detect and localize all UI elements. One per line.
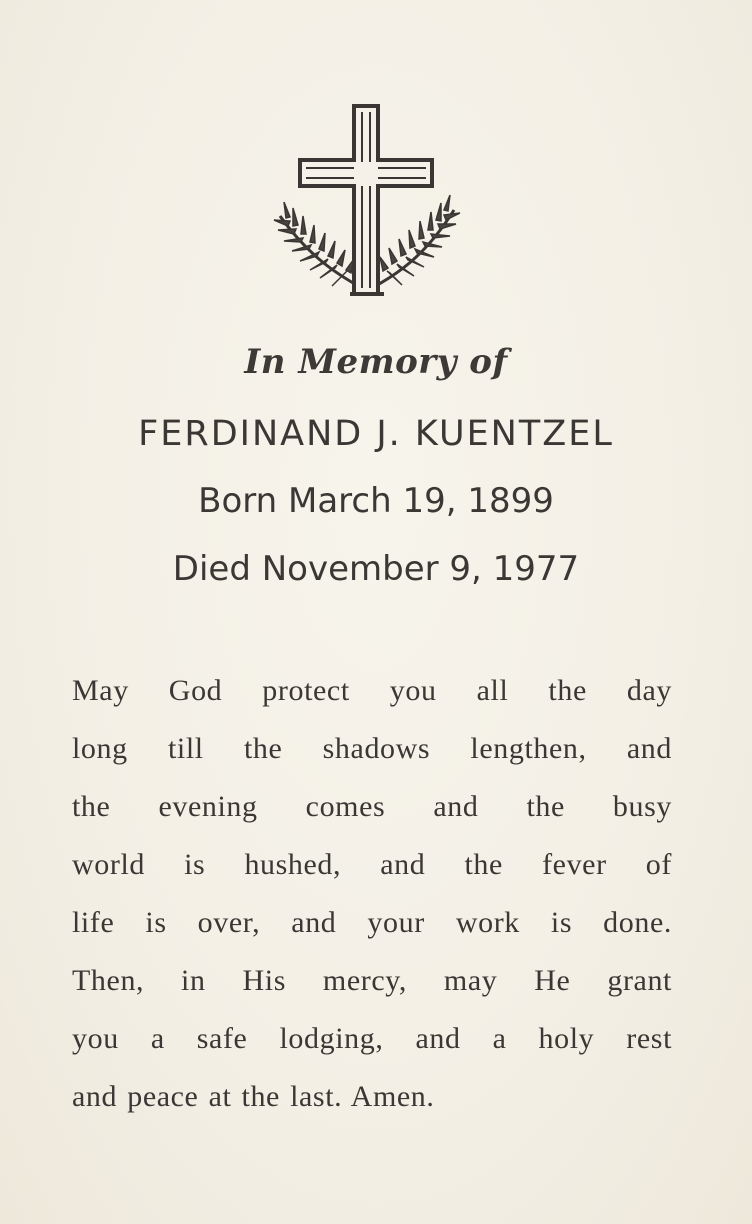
verse-line: the evening comes and the busy <box>72 790 672 823</box>
verse-line: long till the shadows lengthen, and <box>72 732 672 765</box>
in-memory-heading: In Memory of <box>244 342 508 382</box>
cross-with-palm-branches-icon <box>270 98 464 300</box>
death-date: Died November 9, 1977 <box>172 549 580 589</box>
deceased-name: FERDINAND J. KUENTZEL <box>138 414 614 454</box>
verse-line: world is hushed, and the fever of <box>72 848 672 881</box>
verse-line: May God protect you all the day <box>72 674 672 707</box>
prayer-verse <box>72 662 672 1126</box>
verse-line: you a safe lodging, and a holy rest <box>72 1022 672 1055</box>
birth-date: Born March 19, 1899 <box>198 481 554 521</box>
verse-line: life is over, and your work is done. <box>72 906 672 939</box>
verse-line: Then, in His mercy, may He grant <box>72 964 672 997</box>
verse-line: and peace at the last. Amen. <box>72 1080 435 1113</box>
